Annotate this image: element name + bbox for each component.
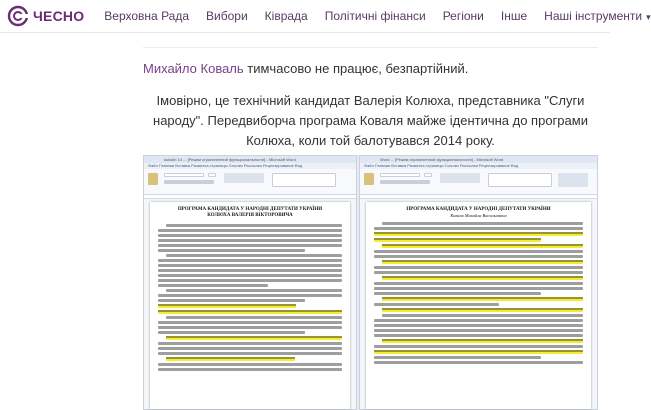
nav-item-political-finance[interactable]: Політичні фінанси bbox=[324, 9, 426, 23]
paragraph-buttons bbox=[224, 173, 264, 183]
window-title: koliukh 14 ... [Режим ограниченной функциональности] - Microsoft Word bbox=[144, 156, 356, 163]
ribbon-tabs: Файл Главная Вставка Разметка страницы Ссылки Рассылки Рецензирование Вид bbox=[144, 163, 356, 169]
paste-icon bbox=[148, 173, 158, 185]
size-box bbox=[208, 173, 216, 177]
divider bbox=[143, 47, 598, 48]
doc-title: ПРОГРАМА КАНДИДАТА У НАРОДНІ ДЕПУТАТИ УКРАЇНИ bbox=[406, 207, 551, 212]
logo[interactable] bbox=[7, 5, 84, 27]
styles-gallery bbox=[488, 173, 552, 187]
nav-dropdown-label: Наші інструменти bbox=[544, 9, 643, 23]
paragraph-2: Імовірно, це технічний кандидат Валерія Колюха, представника "Слуги народу". Передвиборча програма Коваля майже ідентична до програми Колюха, коли той балотувався 2014 року. bbox=[153, 93, 588, 148]
word-window-left bbox=[143, 155, 357, 410]
format-buttons bbox=[164, 180, 214, 184]
nav-item-regions[interactable]: Регіони bbox=[442, 9, 484, 23]
word-window-right bbox=[359, 155, 598, 410]
paragraph-1-text: тимчасово не працює, безпартійний. bbox=[243, 61, 469, 76]
nav-item-kyiv-council[interactable]: Ківрада bbox=[264, 9, 308, 23]
ribbon-tabs: Файл Главная Вставка Разметка страницы Ссылки Рассылки Рецензирование Вид bbox=[360, 163, 597, 169]
doc-candidate-name: Коваля Михайла Васильовича bbox=[450, 213, 507, 218]
nav-item-other[interactable]: Інше bbox=[500, 9, 528, 23]
nav-item-elections[interactable]: Вибори bbox=[206, 9, 248, 23]
doc-title: ПРОГРАМА КАНДИДАТА У НАРОДНІ ДЕПУТАТИ УКРАЇНИ bbox=[177, 207, 323, 212]
size-box bbox=[424, 173, 432, 177]
logo-icon bbox=[7, 5, 29, 27]
documents-comparison-image bbox=[143, 155, 598, 410]
author-link[interactable]: Михайло Коваль bbox=[143, 61, 244, 76]
ribbon-toolbar bbox=[144, 169, 356, 195]
document-page bbox=[150, 202, 350, 409]
font-box bbox=[380, 173, 420, 177]
chevron-down-icon: ▾ bbox=[646, 12, 651, 22]
ruler bbox=[360, 195, 597, 199]
document-page bbox=[366, 202, 591, 409]
font-box bbox=[164, 173, 204, 177]
logo-text: ЧЕСНО bbox=[33, 8, 85, 24]
article-body bbox=[143, 33, 598, 151]
nav-item-verkhovna-rada[interactable]: Верховна Рада bbox=[104, 9, 190, 23]
ribbon-toolbar bbox=[360, 169, 597, 195]
window-title: Word ... [Режим ограниченной функциональности] - Microsoft Word bbox=[360, 156, 597, 163]
editing-buttons bbox=[558, 173, 588, 187]
nav-dropdown-tools[interactable] bbox=[544, 9, 650, 23]
paste-icon bbox=[364, 173, 374, 185]
paragraph-buttons bbox=[440, 173, 480, 183]
styles-gallery bbox=[272, 173, 336, 187]
doc-candidate-name: КОЛЮХА ВАЛЕРІЯ ВІКТОРОВИЧА bbox=[207, 213, 293, 218]
format-buttons bbox=[380, 180, 430, 184]
top-navigation bbox=[0, 0, 651, 33]
ruler bbox=[144, 195, 356, 199]
paragraph-1 bbox=[143, 59, 598, 79]
